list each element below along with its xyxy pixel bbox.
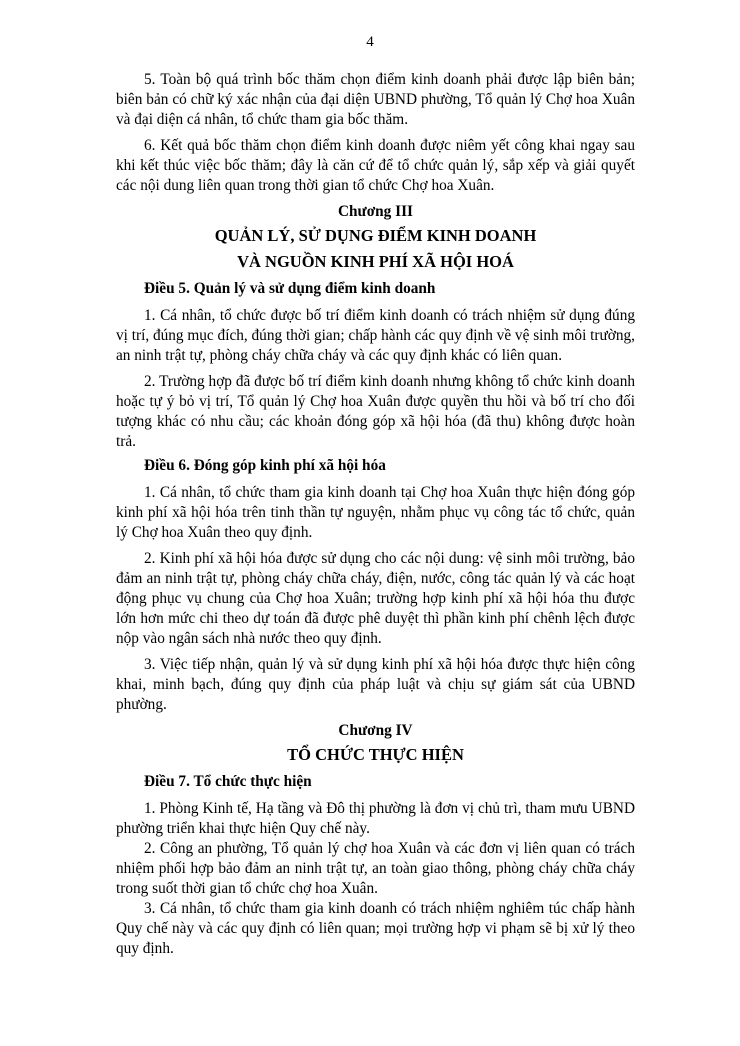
paragraph: 6. Kết quả bốc thăm chọn điểm kinh doanh được niêm yết công khai ngay sau khi kết thúc việc bốc thăm; đây là căn cứ để tổ chức quản lý, sắp xếp và giải quyết các nội dung liên quan trong thời gian tổ chức Chợ hoa Xuân. xyxy=(116,137,635,194)
paragraph: 2. Công an phường, Tổ quản lý chợ hoa Xuân và các đơn vị liên quan có trách nhiệm phối hợp bảo đảm an ninh trật tự, an toàn giao thông, phòng cháy chữa cháy trong suốt thời gian tổ chức chợ hoa Xuân. xyxy=(116,840,635,897)
chapter-title: QUẢN LÝ, SỬ DỤNG ĐIỂM KINH DOANH xyxy=(214,226,537,245)
paragraph: 2. Kinh phí xã hội hóa được sử dụng cho các nội dung: vệ sinh môi trường, bảo đảm an ninh trật tự, phòng cháy chữa cháy, điện, nước, công tác quản lý và các hoạt động phục vụ chung của Chợ hoa Xuân; trường hợp kinh phí xã hội hóa thu được lớn hơn mức chi theo dự toán đã được phê duyệt thì phần kinh phí chênh lệch được nộp vào ngân sách nhà nước theo quy định. xyxy=(116,550,635,647)
paragraph: 1. Cá nhân, tổ chức tham gia kinh doanh tại Chợ hoa Xuân thực hiện đóng góp kinh phí xã hội hóa trên tinh thần tự nguyện, nhằm phục vụ công tác tổ chức, quản lý Chợ hoa Xuân theo quy định. xyxy=(116,484,635,541)
chapter-heading: Chương III xyxy=(337,203,414,220)
page-number: 4 xyxy=(366,34,374,50)
article-heading: Điều 7. Tổ chức thực hiện xyxy=(144,773,312,790)
article-heading: Điều 5. Quản lý và sử dụng điểm kinh doanh xyxy=(144,280,436,297)
chapter-heading: Chương IV xyxy=(338,722,413,739)
paragraph: 2. Trường hợp đã được bố trí điểm kinh doanh nhưng không tổ chức kinh doanh hoặc tự ý bỏ vị trí, Tổ quản lý Chợ hoa Xuân được quyền thu hồi và bố trí cho đối tượng khác có nhu cầu; các khoản đóng góp xã hội hóa (đã thu) không được hoàn trả. xyxy=(116,373,635,450)
paragraph: 1. Phòng Kinh tế, Hạ tầng và Đô thị phường là đơn vị chủ trì, tham mưu UBND phường triển khai thực hiện Quy chế này. xyxy=(116,800,635,837)
paragraph: 5. Toàn bộ quá trình bốc thăm chọn điểm kinh doanh phải được lập biên bản; biên bản có chữ ký xác nhận của đại diện UBND phường, Tổ quản lý Chợ hoa Xuân và đại diện cá nhân, tổ chức tham gia bốc thăm. xyxy=(116,71,635,128)
paragraph: 3. Cá nhân, tổ chức tham gia kinh doanh có trách nhiệm nghiêm túc chấp hành Quy chế này và các quy định có liên quan; mọi trường hợp vi phạm sẽ bị xử lý theo quy định. xyxy=(116,900,635,957)
paragraph: 1. Cá nhân, tổ chức được bố trí điểm kinh doanh có trách nhiệm sử dụng đúng vị trí, đúng mục đích, đúng thời gian; chấp hành các quy định về vệ sinh môi trường, an ninh trật tự, phòng cháy chữa cháy và các quy định khác có liên quan. xyxy=(116,307,635,364)
article-heading: Điều 6. Đóng góp kinh phí xã hội hóa xyxy=(144,457,386,474)
chapter-title: TỔ CHỨC THỰC HIỆN xyxy=(287,745,464,764)
paragraph: 3. Việc tiếp nhận, quản lý và sử dụng kinh phí xã hội hóa được thực hiện công khai, minh bạch, đúng quy định của pháp luật và chịu sự giám sát của UBND phường. xyxy=(116,656,635,713)
document-body xyxy=(116,70,635,959)
chapter-title: VÀ NGUỒN KINH PHÍ XÃ HỘI HOÁ xyxy=(237,252,514,271)
